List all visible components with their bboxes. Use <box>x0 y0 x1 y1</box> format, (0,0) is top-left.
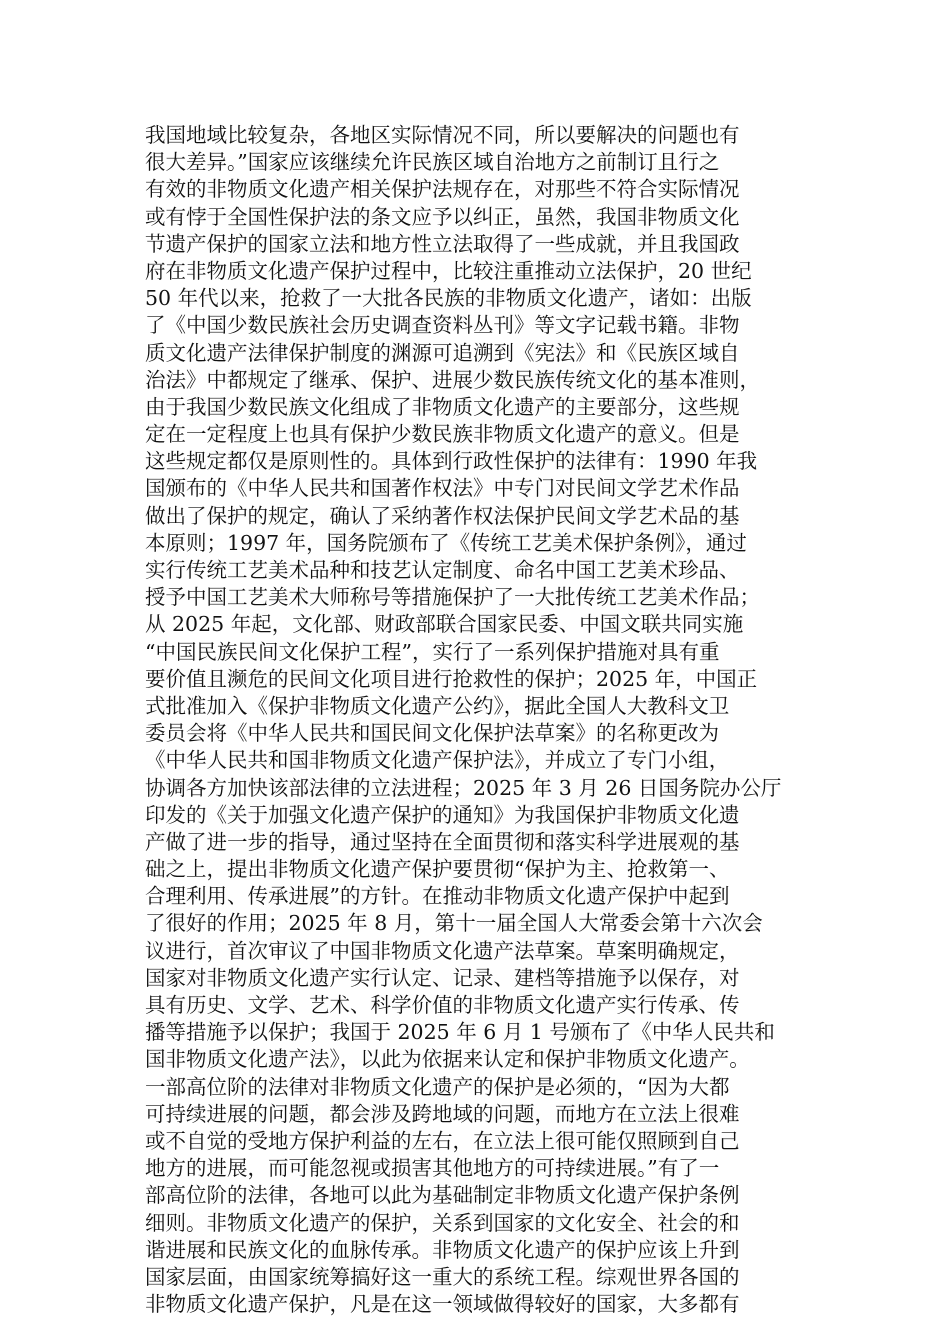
text-line: 府在非物质文化遗产保护过程中，比较注重推动立法保护，20 世纪 <box>145 258 752 283</box>
text-line: 国非物质文化遗产法》，以此为依据来认定和保护非物质文化遗产。 <box>145 1047 750 1072</box>
text-line: 谐进展和民族文化的血脉传承。非物质文化遗产的保护应该上升到 <box>145 1237 740 1262</box>
text-line: 国家对非物质文化遗产实行认定、记录、建档等措施予以保存，对 <box>145 965 740 990</box>
text-line: 做出了保护的规定，确认了采纳著作权法保护民间文学艺术品的基 <box>145 503 740 528</box>
text-line: 要价值且濒危的民间文化项目进行抢救性的保护；2025 年，中国正 <box>145 666 758 691</box>
text-line: 协调各方加快该部法律的立法进程；2025 年 3 月 26 日国务院办公厅 <box>145 775 782 800</box>
text-line: 部高位阶的法律，各地可以此为基础制定非物质文化遗产保护条例 <box>145 1183 740 1208</box>
text-line: 产做了进一步的指导，通过坚持在全面贯彻和落实科学进展观的基 <box>145 829 740 854</box>
text-line: 定在一定程度上也具有保护少数民族非物质文化遗产的意义。但是 <box>145 422 740 447</box>
text-line: 质文化遗产法律保护制度的渊源可追溯到《宪法》和《民族区域自 <box>145 340 740 365</box>
text-line: 治法》中都规定了继承、保护、进展少数民族传统文化的基本准则， <box>145 367 760 392</box>
text-line: 从 2025 年起，文化部、财政部联合国家民委、中国文联共同实施 <box>145 612 744 637</box>
text-line: 有效的非物质文化遗产相关保护法规存在，对那些不符合实际情况 <box>145 177 740 202</box>
text-line: 或有悖于全国性保护法的条文应予以纠正，虽然，我国非物质文化 <box>145 204 740 229</box>
text-line: 国家层面，由国家统筹搞好这一重大的系统工程。综观世界各国的 <box>145 1264 740 1289</box>
text-line: 国颁布的《中华人民共和国著作权法》中专门对民间文学艺术作品 <box>145 476 740 501</box>
text-line: 50 年代以来，抢救了一大批各民族的非物质文化遗产，诸如：出版 <box>145 286 752 311</box>
text-line: 节遗产保护的国家立法和地方性立法取得了一些成就，并且我国政 <box>145 231 740 256</box>
text-line: 础之上，提出非物质文化遗产保护要贯彻“保护为主、抢救第一、 <box>145 857 730 882</box>
text-line: 本原则；1997 年，国务院颁布了《传统工艺美术保护条例》，通过 <box>145 530 747 555</box>
text-line: 播等措施予以保护；我国于 2025 年 6 月 1 号颁布了《中华人民共和 <box>145 1020 775 1045</box>
text-line: 这些规定都仅是原则性的。具体到行政性保护的法律有：1990 年我 <box>145 449 758 474</box>
text-line: 印发的《关于加强文化遗产保护的通知》为我国保护非物质文化遗 <box>145 802 740 827</box>
text-line: 实行传统工艺美术品种和技艺认定制度、命名中国工艺美术珍品、 <box>145 558 740 582</box>
text-line: 或不自觉的受地方保护利益的左右，在立法上很可能仅照顾到自己 <box>145 1128 740 1153</box>
text-line: 式批准加入《保护非物质文化遗产公约》，据此全国人大教科文卫 <box>145 693 730 718</box>
text-line: 一部高位阶的法律对非物质文化遗产的保护是必须的，“因为大都 <box>145 1074 730 1099</box>
text-line: 非物质文化遗产保护，凡是在这一领域做得较好的国家，大多都有 <box>145 1292 740 1317</box>
text-line: 议进行，首次审议了中国非物质文化遗产法草案。草案明确规定， <box>145 938 740 963</box>
text-line: 《中华人民共和国非物质文化遗产保护法》，并成立了专门小组， <box>145 748 730 773</box>
text-line: 我国地域比较复杂，各地区实际情况不同，所以要解决的问题也有 <box>145 123 740 147</box>
text-line: 可持续进展的问题，都会涉及跨地域的问题，而地方在立法上很难 <box>145 1101 740 1126</box>
text-line: “中国民族民间文化保护工程”，实行了一系列保护措施对具有重 <box>145 639 720 664</box>
text-line: 委员会将《中华人民共和国民间文化保护法草案》的名称更改为 <box>145 721 719 746</box>
text-line: 了《中国少数民族社会历史调查资料丛刊》等文字记载书籍。非物 <box>145 313 740 338</box>
text-line: 合理利用、传承进展”的方针。在推动非物质文化遗产保护中起到 <box>145 884 730 909</box>
text-line: 具有历史、文学、艺术、科学价值的非物质文化遗产实行传承、传 <box>145 993 740 1017</box>
text-line: 细则。非物质文化遗产的保护，关系到国家的文化安全、社会的和 <box>145 1210 740 1235</box>
body-text <box>145 122 815 1318</box>
text-line: 很大差异。”国家应该继续允许民族区域自治地方之前制订且行之 <box>145 150 720 175</box>
text-line: 地方的进展，而可能忽视或损害其他地方的可持续进展。”有了一 <box>145 1156 720 1181</box>
text-line: 了很好的作用；2025 年 8 月，第十一届全国人大常委会第十六次会 <box>145 911 763 936</box>
text-line: 授予中国工艺美术大师称号等措施保护了一大批传统工艺美术作品； <box>145 585 760 610</box>
text-line: 由于我国少数民族文化组成了非物质文化遗产的主要部分，这些规 <box>145 394 740 419</box>
